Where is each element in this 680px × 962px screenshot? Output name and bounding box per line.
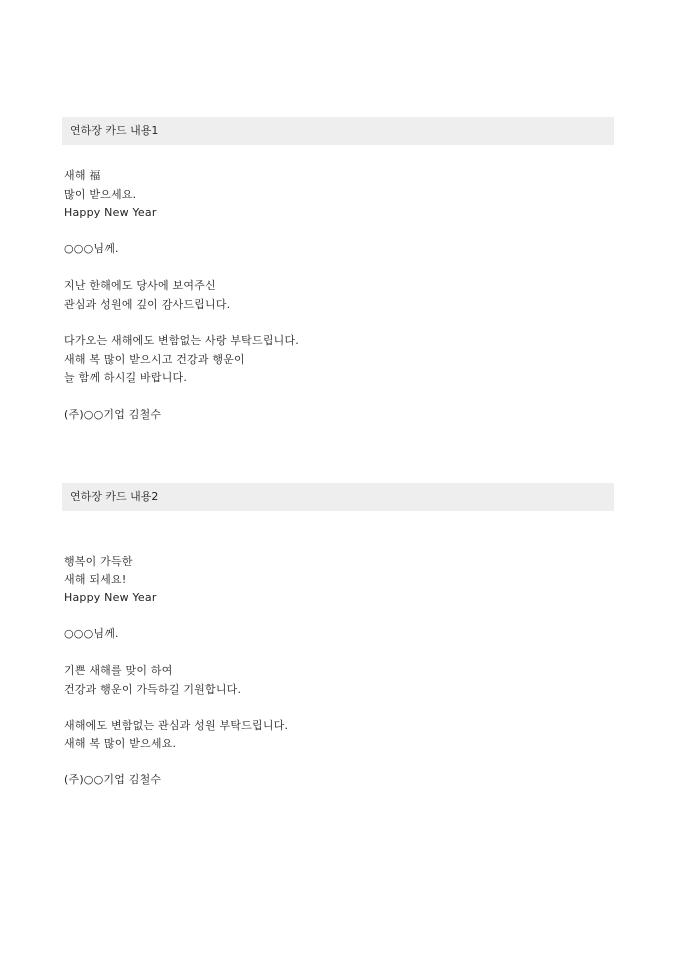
- card-2-signature: (주)○○기업 김철수: [64, 773, 162, 786]
- card-2-greeting-line-2: 새해 되세요!: [64, 573, 127, 586]
- card-1-recipient: ○○○님께.: [64, 242, 119, 255]
- card-1-signature: (주)○○기업 김철수: [64, 408, 162, 421]
- card-2-paragraph2-line-2: 새해 복 많이 받으세요.: [64, 737, 177, 750]
- card-1-greeting-line-2: 많이 받으세요.: [64, 188, 137, 201]
- card-2-greeting-line-1: 행복이 가득한: [64, 555, 133, 568]
- card-2-recipient: ○○○님께.: [64, 627, 119, 640]
- card-1-greeting-line-1: 새해 福: [64, 169, 101, 182]
- card-2-paragraph2-line-1: 새해에도 변함없는 관심과 성원 부탁드립니다.: [64, 719, 289, 732]
- card-1-paragraph1-line-1: 지난 한해에도 당사에 보여주신: [64, 279, 216, 292]
- card-2-title: 연하장 카드 내용2: [70, 490, 159, 503]
- card-1-paragraph2-line-2: 새해 복 많이 받으시고 건강과 행운이: [64, 353, 245, 366]
- card-1-greeting-line-3: Happy New Year: [64, 206, 157, 219]
- card-1-title: 연하장 카드 내용1: [70, 124, 159, 137]
- card-1-header: [62, 117, 614, 145]
- card-1-paragraph1-line-2: 관심과 성원에 깊이 감사드립니다.: [64, 298, 231, 311]
- card-1-paragraph2-line-3: 늘 함께 하시길 바랍니다.: [64, 371, 188, 384]
- card-2-greeting-line-3: Happy New Year: [64, 591, 157, 604]
- card-1-paragraph2-line-1: 다가오는 새해에도 변함없는 사랑 부탁드립니다.: [64, 334, 300, 347]
- card-2-header: [62, 483, 614, 511]
- card-2-paragraph1-line-2: 건강과 행운이 가득하길 기원합니다.: [64, 683, 242, 696]
- card-2-paragraph1-line-1: 기쁜 새해를 맞이 하여: [64, 664, 173, 677]
